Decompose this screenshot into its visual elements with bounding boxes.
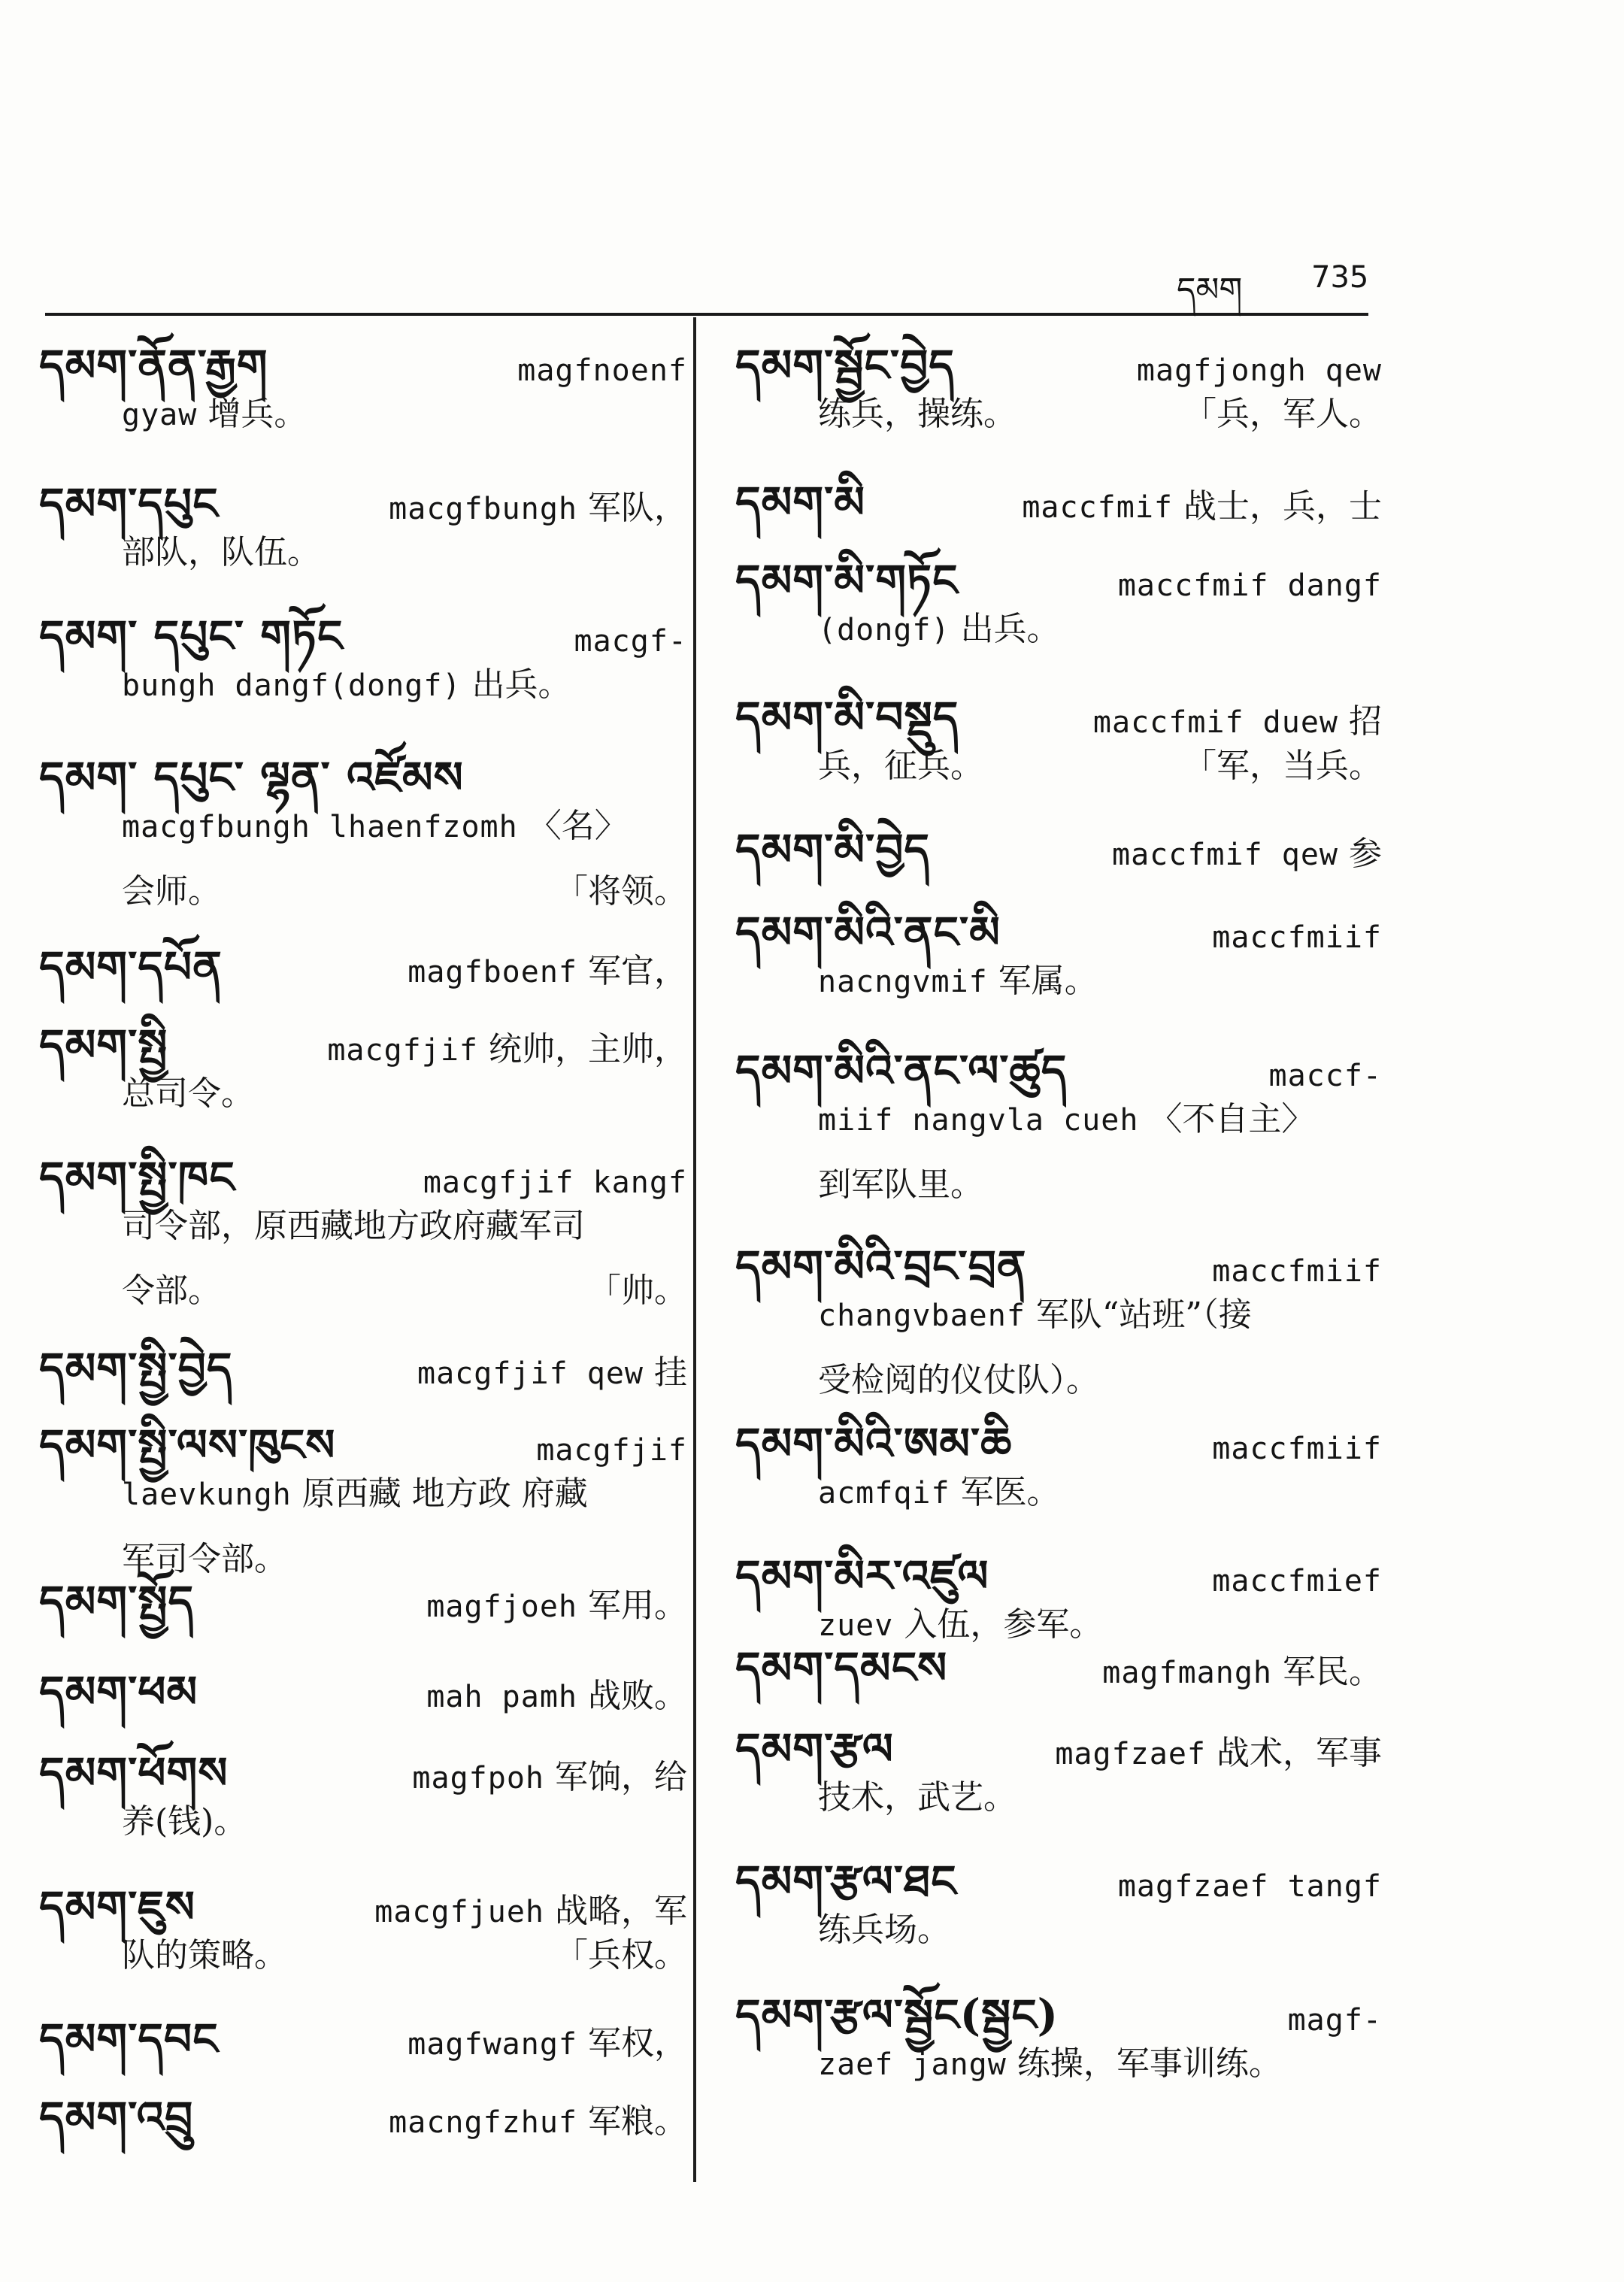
romanization: nacngvmif	[818, 965, 988, 999]
tibetan-headword: དམག་ཕོགས	[39, 1747, 229, 1799]
dictionary-entry	[735, 802, 1382, 875]
entry-headline	[735, 1528, 1382, 1602]
dictionary-entry	[735, 532, 1382, 662]
romanization: bungh dangf(dongf)	[122, 668, 462, 703]
dictionary-entry	[735, 1218, 1382, 1413]
tibetan-headword: དམག་སྦྱོང་བྱེད	[735, 340, 955, 391]
definition: 出兵。	[471, 665, 571, 704]
entry-headline	[735, 1620, 1382, 1693]
romanization: maccfmif dangf	[1117, 568, 1382, 603]
tibetan-headword: དམག་སྤྱི་ལས་ཁུངས	[39, 1420, 336, 1471]
definition: 原西藏 地方政 府藏	[301, 1474, 588, 1513]
continuation-line	[735, 734, 1382, 799]
headline-rest	[517, 350, 687, 389]
dictionary-entry	[39, 997, 687, 1126]
definition: 兵，征兵。	[818, 747, 983, 785]
entry-headline	[39, 729, 687, 803]
continuation-line	[735, 1087, 1382, 1153]
romanization: changvbaenf	[818, 1299, 1026, 1333]
definition: 军队，	[588, 489, 687, 527]
entry-headline	[39, 997, 687, 1071]
carry-over-note: 「帅。	[588, 1271, 687, 1310]
headline-rest	[1055, 1726, 1382, 1774]
definition: 战术，军事	[1216, 1734, 1382, 1772]
entry-headline	[735, 317, 1382, 391]
entry-headline	[735, 1833, 1382, 1907]
romanization: maccfmiif	[1212, 1432, 1382, 1466]
continuation-line	[735, 597, 1382, 662]
headline-rest	[1212, 1429, 1382, 1467]
dictionary-entry	[735, 884, 1382, 1014]
headline-rest	[1212, 1561, 1382, 1599]
tibetan-headword: དམག་མིའི་ནང་ལ་ཚུད	[735, 1045, 1068, 1096]
dictionary-entry	[39, 456, 687, 585]
definition: 军饷，给	[555, 1758, 687, 1796]
definition: 练兵，操练。	[818, 395, 1017, 433]
definition: 〈不自主〉	[1149, 1100, 1315, 1138]
headline-rest	[408, 2016, 687, 2064]
carry-over-note: 「将领。	[555, 872, 687, 911]
continuation-line	[735, 949, 1382, 1014]
dictionary-entry	[39, 317, 687, 447]
entry-headline	[39, 1991, 687, 2065]
entry-headline	[735, 532, 1382, 606]
romanization: magfwangf	[408, 2027, 577, 2062]
dictionary-entry	[39, 1553, 687, 1627]
romanization: magfzaef tangf	[1117, 1869, 1382, 1904]
definition: 统帅，主帅，	[489, 1030, 687, 1068]
entry-headline	[735, 1701, 1382, 1774]
headline-rest	[426, 1578, 687, 1626]
continuation-line	[39, 1259, 687, 1323]
tibetan-headword: དམག་སྤྱི་ཁང	[39, 1152, 235, 1203]
dictionary-entry	[39, 1991, 687, 2065]
tibetan-headword: དམག་རྩལ	[735, 1723, 894, 1774]
romanization: maccf-	[1268, 1059, 1382, 1093]
headline-rest	[1118, 1866, 1382, 1905]
dictionary-entry	[735, 1833, 1382, 1962]
definition: 军司令部。	[122, 1540, 287, 1578]
headline-rest	[1288, 2000, 1382, 2038]
dictionary-entry	[39, 588, 687, 718]
continuation-line	[735, 1153, 1382, 1217]
romanization: magfzaef	[1055, 1737, 1206, 1771]
entry-headline	[39, 1859, 687, 1932]
tibetan-headword: དམག་མིར་འཛུལ	[735, 1550, 989, 1602]
entry-headline	[39, 1644, 687, 1717]
entry-headline	[735, 1023, 1382, 1096]
continuation-line	[39, 653, 687, 718]
romanization: magfpoh	[412, 1761, 544, 1796]
romanization: magfjongh qew	[1136, 353, 1382, 388]
romanization: zaef jangw	[818, 2047, 1007, 2082]
definition: 部队，队伍。	[122, 533, 320, 571]
tibetan-headword: དམག་མིའི་ནང་མི	[735, 907, 1001, 958]
tibetan-headword: དམག་ནོན་རྒྱག	[39, 340, 268, 391]
definition: 队的策略。	[122, 1936, 287, 1974]
headline-rest	[374, 1883, 687, 1932]
dictionary-entry	[735, 317, 1382, 447]
definition: 参	[1349, 835, 1382, 873]
running-head: དམག	[1177, 271, 1243, 309]
dictionary-entry	[39, 1320, 687, 1394]
dictionary-entry	[39, 919, 687, 993]
continuation-line	[735, 1460, 1382, 1526]
romanization: acmfqif	[818, 1476, 950, 1511]
romanization: gyaw	[122, 398, 198, 432]
carry-over-note: 「兵权。	[555, 1936, 687, 1974]
entry-headline	[39, 317, 687, 391]
romanization: macgfjif kangf	[423, 1165, 687, 1200]
tibetan-headword: དམག་སྤྱི་བྱེད	[39, 1343, 233, 1394]
dictionary-entry	[735, 1701, 1382, 1830]
dictionary-entry	[39, 2069, 687, 2143]
definition: 技术，武艺。	[818, 1778, 1017, 1817]
definition: 练操，军事训练。	[1017, 2044, 1282, 2083]
definition: 挂	[654, 1353, 687, 1392]
romanization: magfnoenf	[517, 353, 687, 388]
definition: 总司令。	[122, 1074, 254, 1113]
entry-headline	[39, 1725, 687, 1799]
definition: 养(钱)。	[122, 1802, 247, 1841]
dictionary-entry	[39, 1129, 687, 1323]
tibetan-headword: དམག་དཔུང	[39, 478, 219, 529]
entry-headline	[39, 456, 687, 529]
tibetan-headword: དམག་འབྲུ	[39, 2092, 194, 2143]
definition: 司令部，原西藏地方政府藏军司	[122, 1207, 585, 1245]
romanization: magfmangh	[1102, 1656, 1272, 1690]
definition: 入伍，参军。	[904, 1605, 1103, 1644]
tibetan-headword: དམག་མིའི་བྲང་བྲན	[735, 1241, 1027, 1292]
headline-rest	[1112, 826, 1382, 874]
column-divider	[693, 317, 696, 2182]
headline-rest	[1102, 1644, 1382, 1693]
headline-rest	[389, 2094, 687, 2142]
definition: 战略，军	[555, 1892, 687, 1930]
entry-headline	[735, 1967, 1382, 2041]
continuation-line	[735, 2032, 1382, 2097]
continuation-line	[39, 1462, 687, 1527]
continuation-line	[735, 1283, 1382, 1348]
dictionary-entry	[39, 729, 687, 924]
definition: 军粮。	[588, 2102, 687, 2141]
definition: 招	[1349, 702, 1382, 741]
tibetan-headword: དམག་མི་བྱེད	[735, 824, 930, 875]
continuation-line	[735, 1898, 1382, 1962]
romanization: macgfbungh	[389, 492, 577, 526]
headline-rest	[1022, 479, 1382, 527]
headline-rest	[327, 1022, 687, 1070]
definition: 军医。	[960, 1473, 1060, 1511]
headline-rest	[1118, 565, 1382, 604]
definition: 〈名〉	[528, 807, 628, 845]
headline-rest	[426, 1668, 687, 1717]
entry-headline	[735, 454, 1382, 528]
dictionary-entry	[735, 454, 1382, 528]
carry-over-note: 「兵，军人。	[1183, 395, 1382, 433]
tibetan-headword: དམག་དམངས	[735, 1642, 948, 1693]
headline-rest	[389, 480, 687, 529]
definition: 战败。	[588, 1677, 687, 1715]
dictionary-entry	[39, 1644, 687, 1717]
romanization: macgfjif	[536, 1433, 687, 1468]
definition: 军民。	[1283, 1653, 1382, 1691]
entry-headline	[39, 588, 687, 662]
tibetan-headword: དམག་དབང	[39, 2014, 219, 2065]
romanization: macgfbungh lhaenfzomh	[122, 810, 518, 844]
continuation-line	[39, 794, 687, 859]
definition: 军用。	[588, 1586, 687, 1625]
romanization: maccfmif	[1022, 490, 1173, 525]
continuation-line	[39, 520, 687, 585]
romanization: magfboenf	[408, 955, 577, 989]
definition: 出兵。	[960, 610, 1060, 648]
dictionary-entry	[39, 1859, 687, 1988]
page-header	[45, 253, 1368, 316]
continuation-line	[735, 382, 1382, 447]
romanization: maccfmif qew	[1112, 838, 1338, 872]
entry-headline	[735, 802, 1382, 875]
headline-rest	[574, 621, 688, 659]
dictionary-entry	[735, 669, 1382, 799]
continuation-line	[39, 859, 687, 924]
continuation-line	[39, 1062, 687, 1126]
romanization: maccfmiif	[1212, 1254, 1382, 1289]
tibetan-headword: དམག་ཇུས	[39, 1881, 195, 1932]
continuation-line	[39, 382, 687, 447]
definition: 练兵场。	[818, 1911, 950, 1949]
headline-rest	[417, 1345, 687, 1393]
tibetan-headword: དམག་ཕམ	[39, 1666, 198, 1717]
romanization: mah pamh	[426, 1680, 577, 1714]
headline-rest	[1137, 350, 1382, 389]
dictionary-entry	[735, 1396, 1382, 1526]
romanization: macgfjif qew	[417, 1356, 644, 1391]
entry-headline	[39, 2069, 687, 2143]
romanization: (dongf)	[818, 613, 950, 647]
romanization: macgfjueh	[374, 1895, 544, 1929]
dictionary-entry	[735, 1023, 1382, 1217]
tibetan-headword: དམག་དཔོན	[39, 941, 223, 993]
romanization: maccfmief	[1212, 1564, 1382, 1599]
entry-headline	[735, 884, 1382, 958]
continuation-line	[735, 1765, 1382, 1830]
definition: 战士，兵，士	[1183, 487, 1382, 526]
tibetan-headword: དམག་མི་གཏོང	[735, 555, 959, 606]
definition: 到军队里。	[818, 1165, 983, 1204]
romanization: macngfzhuf	[389, 2105, 577, 2140]
tibetan-headword: དམག་ དཔུང་ གཏོང	[39, 611, 344, 662]
tibetan-headword: དམག་རྩལ་ཐང	[735, 1856, 957, 1907]
tibetan-headword: དམག་སྤྱི	[39, 1020, 168, 1071]
definition: 军属。	[998, 962, 1098, 1000]
definition: 令部。	[122, 1271, 221, 1310]
romanization: maccfmif duew	[1092, 705, 1338, 740]
romanization: macgf-	[574, 624, 687, 659]
romanization: laevkungh	[122, 1477, 292, 1512]
headline-rest	[412, 1750, 687, 1798]
continuation-line	[39, 1790, 687, 1854]
entry-headline	[39, 1129, 687, 1203]
definition: 增兵。	[208, 395, 308, 433]
entry-headline	[39, 1320, 687, 1394]
tibetan-headword: དམག་རྩལ་སྦྱོང(སྦྱང)	[735, 1990, 1059, 2041]
romanization: zuev	[818, 1608, 894, 1643]
carry-over-note: 「军，当兵。	[1183, 747, 1382, 785]
romanization: magfjoeh	[426, 1590, 577, 1624]
romanization: magf-	[1287, 2003, 1382, 2038]
dictionary-entry	[735, 1967, 1382, 2097]
continuation-line	[39, 1194, 687, 1259]
continuation-line	[39, 1923, 687, 1988]
tibetan-headword: དམག་སྤྱོད	[39, 1576, 195, 1627]
headline-rest	[408, 944, 687, 992]
entry-headline	[39, 919, 687, 993]
definition: 军队“站班”（接	[1035, 1296, 1252, 1334]
definition: 受检阅的仪仗队）。	[818, 1361, 1099, 1399]
dictionary-entry	[39, 1725, 687, 1854]
definition: 会师。	[122, 872, 221, 911]
definition: 军权，	[588, 2024, 687, 2062]
definition: 军官，	[588, 952, 687, 990]
romanization: miif nangvla cueh	[818, 1103, 1139, 1138]
headline-rest	[1093, 694, 1382, 742]
entry-headline	[39, 1397, 687, 1471]
entry-headline	[39, 1553, 687, 1627]
entry-headline	[735, 1396, 1382, 1469]
romanization: macgfjif	[327, 1033, 478, 1068]
entry-headline	[735, 1218, 1382, 1292]
tibetan-headword: དམག་མི་བསྡུད	[735, 692, 959, 743]
headline-rest	[1212, 917, 1382, 956]
entry-headline	[735, 669, 1382, 743]
dictionary-entry	[735, 1620, 1382, 1693]
tibetan-headword: དམག་མིའི་ཨམ་ཆི	[735, 1418, 1013, 1469]
romanization: maccfmiif	[1212, 920, 1382, 955]
page-number: 735	[1311, 260, 1369, 295]
tibetan-headword: དམག་ དཔུང་ ལྷན་ འཛོམས	[39, 752, 464, 803]
tibetan-headword: དམག་མི	[735, 477, 866, 528]
